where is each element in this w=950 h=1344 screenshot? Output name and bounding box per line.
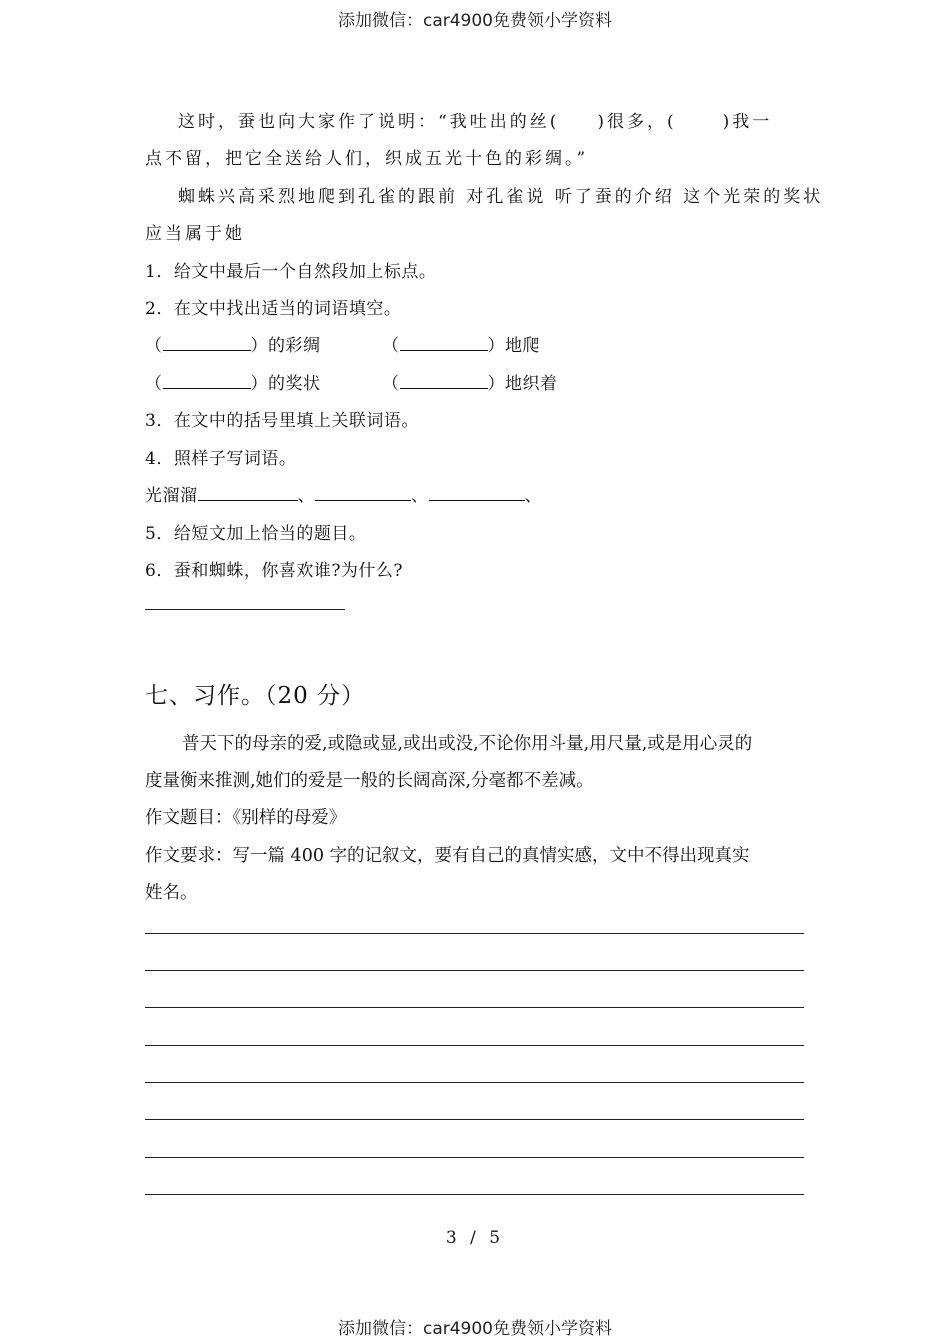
story-line-1-c: )我一 xyxy=(722,112,773,132)
essay-title: 作文题目：《别样的母爱》 xyxy=(145,808,347,828)
page-number: 3 / 5 xyxy=(445,1228,505,1248)
fill-row-2-a: （ ）的奖状 xyxy=(145,374,321,394)
essay-requirement-line-1: 作文要求：写一篇 400 字的记叙文，要有自己的真情实感，文中不得出现真实 xyxy=(145,846,750,866)
essay-requirement-line-2: 姓名。 xyxy=(145,883,198,903)
question-2: 2．在文中找出适当的词语填空。 xyxy=(145,299,402,319)
essay-intro-line-1: 普天下的母亲的爱,或隐或显,或出或没,不论你用斗量,用尺量,或是用心灵的 xyxy=(182,734,753,754)
watermark-top: 添加微信：car4900免费领小学资料 xyxy=(337,11,613,31)
story-line-3: 蜘蛛兴高采烈地爬到孔雀的跟前 对孔雀说 听了蚕的介绍 这个光荣的奖状 xyxy=(178,187,824,207)
fill-row-1-b: （ ）地爬 xyxy=(382,336,540,356)
question-4: 4．照样子写词语。 xyxy=(145,449,297,469)
writing-line[interactable] xyxy=(145,1045,804,1046)
writing-line[interactable] xyxy=(145,1007,804,1008)
fill-blank[interactable] xyxy=(400,372,488,389)
story-line-1 xyxy=(178,107,772,132)
fill-blank[interactable] xyxy=(163,334,251,351)
word-blank[interactable] xyxy=(198,484,298,501)
story-line-1-b: )很多，( xyxy=(597,112,677,132)
essay-intro-line-2: 度量衡来推测,她们的爱是一般的长阔高深,分毫都不差减。 xyxy=(145,771,594,791)
answer-line-q6[interactable] xyxy=(145,609,345,610)
question-1: 1．给文中最后一个自然段加上标点。 xyxy=(145,262,437,282)
question-5: 5．给短文加上恰当的题目。 xyxy=(145,524,367,544)
fill-row-2-b: （ ）地织着 xyxy=(382,374,558,394)
section-7-heading: 七、习作。（20 分） xyxy=(145,683,366,709)
writing-line[interactable] xyxy=(145,970,804,971)
story-line-2: 点不留，把它全送给人们，织成五光十色的彩绸。” xyxy=(145,149,589,169)
fill-row-1-a: （ ）的彩绸 xyxy=(145,336,321,356)
writing-line[interactable] xyxy=(145,1194,804,1195)
writing-line[interactable] xyxy=(145,1119,804,1120)
word-example: 光溜溜 xyxy=(145,486,198,506)
question-3: 3．在文中的括号里填上关联词语。 xyxy=(145,411,419,431)
writing-line[interactable] xyxy=(145,933,804,934)
fill-blank[interactable] xyxy=(163,372,251,389)
word-blank[interactable] xyxy=(315,484,411,501)
word-blank[interactable] xyxy=(429,484,525,501)
word-example-row: 光溜溜 、 、 、 xyxy=(145,486,542,506)
question-6: 6．蚕和蜘蛛，你喜欢谁?为什么? xyxy=(145,561,404,581)
story-line-1-a: 这时，蚕也向大家作了说明：“我吐出的丝( xyxy=(178,112,560,132)
story-line-4: 应当属于她 xyxy=(145,224,245,244)
fill-blank[interactable] xyxy=(400,334,488,351)
watermark-bottom: 添加微信：car4900免费领小学资料 xyxy=(337,1319,613,1339)
writing-line[interactable] xyxy=(145,1157,804,1158)
writing-line[interactable] xyxy=(145,1082,804,1083)
